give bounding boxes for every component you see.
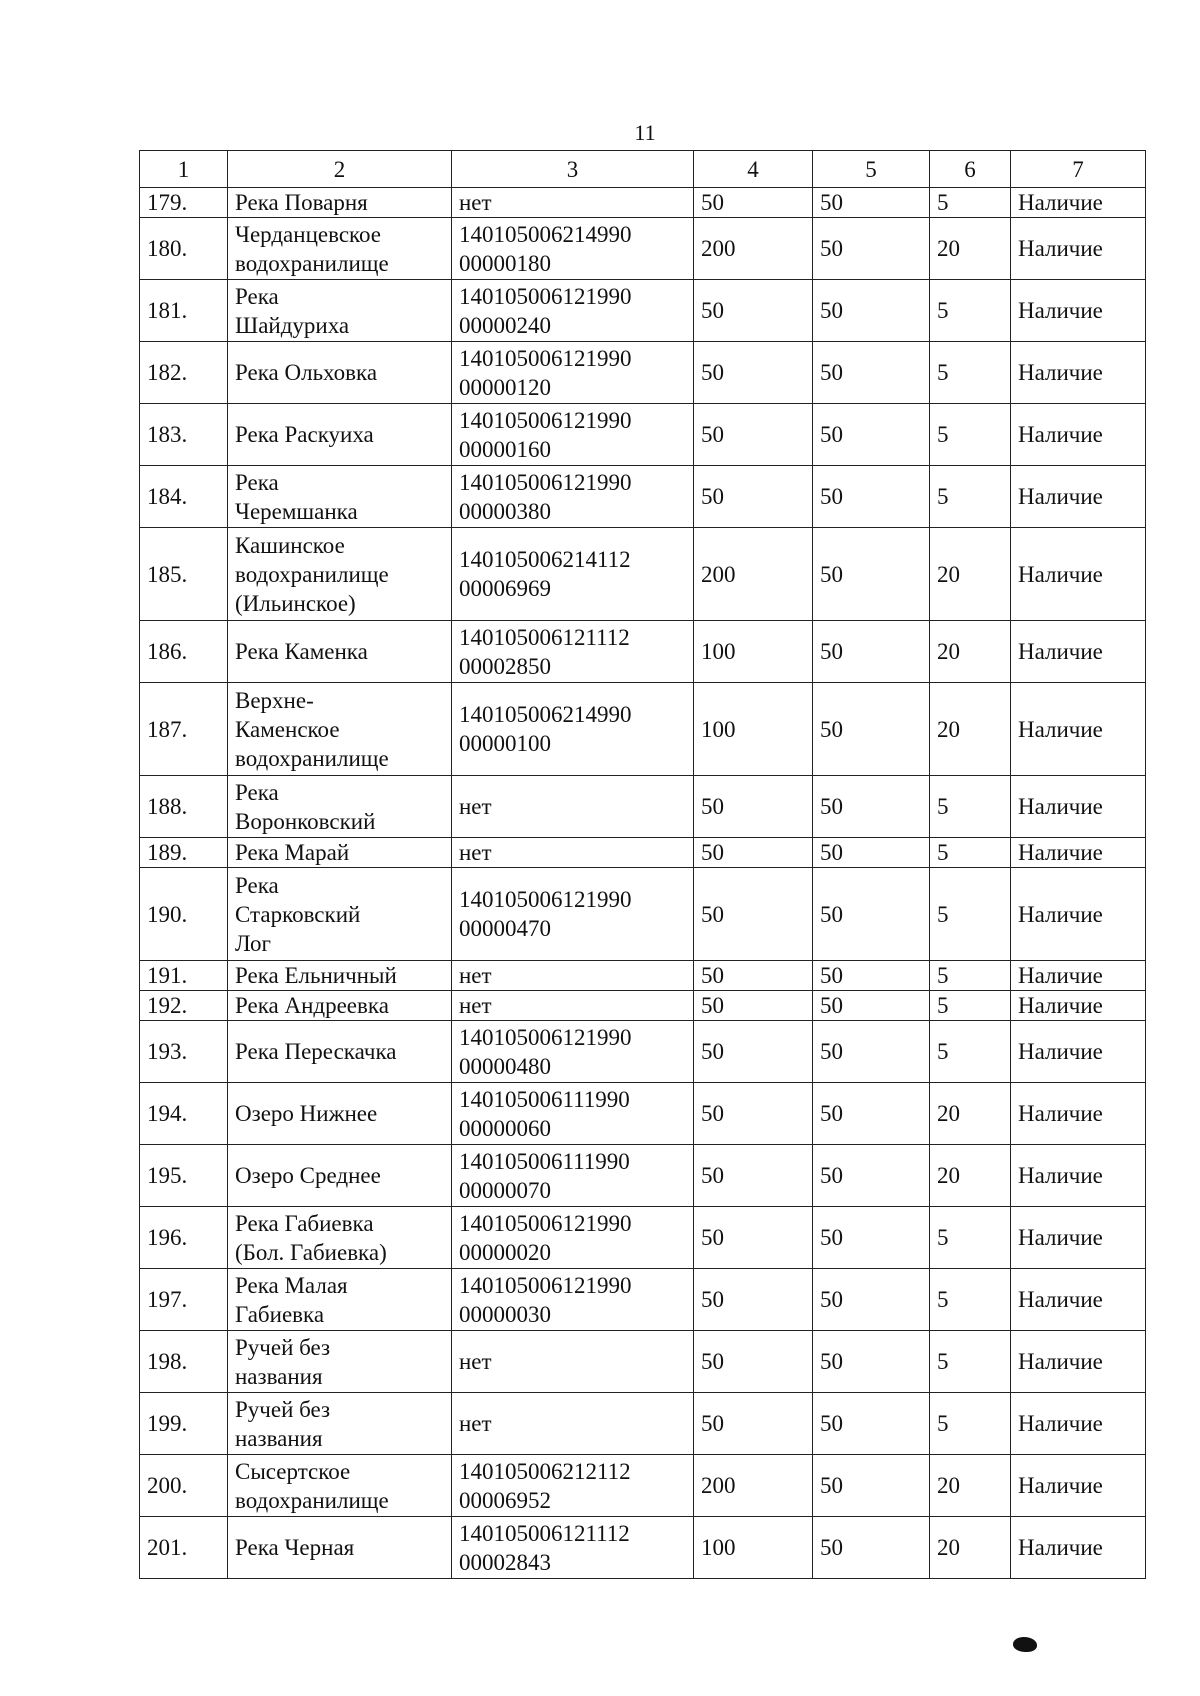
table-row: [140, 991, 1146, 1021]
row-name: Река Ельничный: [228, 961, 452, 991]
header-row: [140, 151, 1146, 188]
row-status: Наличие: [1011, 991, 1146, 1021]
row-status: Наличие: [1011, 776, 1146, 838]
row-number: 187.: [140, 683, 228, 776]
row-col-6: 5: [930, 868, 1011, 961]
row-col-5: 50: [813, 1145, 930, 1207]
row-name: Озеро Среднее: [228, 1145, 452, 1207]
row-col-6: 5: [930, 776, 1011, 838]
row-number: 192.: [140, 991, 228, 1021]
row-col-6: 5: [930, 991, 1011, 1021]
row-code: нет: [452, 961, 694, 991]
row-number: 186.: [140, 621, 228, 683]
header-col-6: 6: [930, 151, 1011, 188]
row-col-5: 50: [813, 961, 930, 991]
row-col-6: 20: [930, 1455, 1011, 1517]
table-row: [140, 1331, 1146, 1393]
table-row: [140, 1021, 1146, 1083]
row-code: нет: [452, 1331, 694, 1393]
row-code: 140105006121990 00000120: [452, 342, 694, 404]
row-name: Сысертское водохранилище: [228, 1455, 452, 1517]
row-name: Река Габиевка (Бол. Габиевка): [228, 1207, 452, 1269]
row-col-5: 50: [813, 776, 930, 838]
row-code: нет: [452, 991, 694, 1021]
table-row: [140, 838, 1146, 868]
row-col-4: 50: [694, 466, 813, 528]
row-name: Река Поварня: [228, 188, 452, 218]
row-col-4: 50: [694, 404, 813, 466]
row-col-4: 50: [694, 1145, 813, 1207]
row-name: Река Раскуиха: [228, 404, 452, 466]
row-code: 140105006111990 00000060: [452, 1083, 694, 1145]
row-number: 201.: [140, 1517, 228, 1579]
table-row: [140, 1393, 1146, 1455]
table-row: [140, 280, 1146, 342]
table-row: [140, 404, 1146, 466]
row-col-5: 50: [813, 280, 930, 342]
header-col-2: 2: [228, 151, 452, 188]
row-number: 195.: [140, 1145, 228, 1207]
row-name: Река Каменка: [228, 621, 452, 683]
row-col-6: 20: [930, 528, 1011, 621]
row-number: 200.: [140, 1455, 228, 1517]
row-name: Ручей без названия: [228, 1393, 452, 1455]
table-row: [140, 342, 1146, 404]
row-code: 140105006121990 00000160: [452, 404, 694, 466]
row-status: Наличие: [1011, 838, 1146, 868]
row-number: 180.: [140, 218, 228, 280]
row-number: 190.: [140, 868, 228, 961]
row-status: Наличие: [1011, 342, 1146, 404]
row-status: Наличие: [1011, 466, 1146, 528]
row-col-5: 50: [813, 683, 930, 776]
row-col-4: 50: [694, 1207, 813, 1269]
table-row: [140, 961, 1146, 991]
row-col-5: 50: [813, 528, 930, 621]
row-col-6: 5: [930, 1021, 1011, 1083]
row-name: Река Старковский Лог: [228, 868, 452, 961]
table-row: [140, 683, 1146, 776]
row-col-5: 50: [813, 991, 930, 1021]
row-number: 198.: [140, 1331, 228, 1393]
row-status: Наличие: [1011, 188, 1146, 218]
row-col-5: 50: [813, 1269, 930, 1331]
table-row: [140, 188, 1146, 218]
row-name: Река Марай: [228, 838, 452, 868]
row-code: 140105006121112 00002850: [452, 621, 694, 683]
row-name: Ручей без названия: [228, 1331, 452, 1393]
row-col-5: 50: [813, 1517, 930, 1579]
row-col-6: 5: [930, 342, 1011, 404]
row-code: нет: [452, 838, 694, 868]
row-name: Река Черная: [228, 1517, 452, 1579]
row-number: 179.: [140, 188, 228, 218]
row-name: Черданцевское водохранилище: [228, 218, 452, 280]
row-number: 189.: [140, 838, 228, 868]
header-col-3: 3: [452, 151, 694, 188]
row-col-5: 50: [813, 1331, 930, 1393]
table-row: [140, 776, 1146, 838]
row-name: Озеро Нижнее: [228, 1083, 452, 1145]
table-row: [140, 466, 1146, 528]
row-col-4: 50: [694, 1269, 813, 1331]
row-col-4: 50: [694, 1021, 813, 1083]
row-col-4: 50: [694, 1331, 813, 1393]
row-status: Наличие: [1011, 1455, 1146, 1517]
row-status: Наличие: [1011, 280, 1146, 342]
row-col-4: 100: [694, 683, 813, 776]
row-col-4: 50: [694, 868, 813, 961]
row-name: Река Шайдуриха: [228, 280, 452, 342]
row-col-4: 200: [694, 528, 813, 621]
row-code: 140105006214990 00000180: [452, 218, 694, 280]
row-code: 140105006121990 00000020: [452, 1207, 694, 1269]
row-col-4: 50: [694, 342, 813, 404]
table-body: [140, 188, 1146, 1579]
row-code: 140105006121990 00000240: [452, 280, 694, 342]
row-col-5: 50: [813, 838, 930, 868]
row-number: 188.: [140, 776, 228, 838]
row-code: 140105006214990 00000100: [452, 683, 694, 776]
row-col-6: 5: [930, 466, 1011, 528]
row-status: Наличие: [1011, 868, 1146, 961]
row-col-6: 5: [930, 404, 1011, 466]
row-number: 183.: [140, 404, 228, 466]
row-col-4: 50: [694, 838, 813, 868]
row-status: Наличие: [1011, 961, 1146, 991]
row-code: нет: [452, 1393, 694, 1455]
table-row: [140, 528, 1146, 621]
row-status: Наличие: [1011, 1083, 1146, 1145]
row-number: 199.: [140, 1393, 228, 1455]
row-col-6: 20: [930, 683, 1011, 776]
row-col-5: 50: [813, 218, 930, 280]
row-name: Река Воронковский: [228, 776, 452, 838]
row-name: Река Перескачка: [228, 1021, 452, 1083]
row-code: 140105006214112 00006969: [452, 528, 694, 621]
table-row: [140, 1145, 1146, 1207]
row-status: Наличие: [1011, 1331, 1146, 1393]
header-col-1: 1: [140, 151, 228, 188]
row-col-6: 20: [930, 621, 1011, 683]
row-code: нет: [452, 776, 694, 838]
table-row: [140, 868, 1146, 961]
row-name: Верхне- Каменское водохранилище: [228, 683, 452, 776]
row-name: Кашинское водохранилище (Ильинское): [228, 528, 452, 621]
row-number: 191.: [140, 961, 228, 991]
row-status: Наличие: [1011, 1207, 1146, 1269]
header-col-4: 4: [694, 151, 813, 188]
row-name: Река Малая Габиевка: [228, 1269, 452, 1331]
row-col-4: 50: [694, 961, 813, 991]
header-col-7: 7: [1011, 151, 1146, 188]
row-col-4: 50: [694, 188, 813, 218]
table-row: [140, 1269, 1146, 1331]
row-number: 196.: [140, 1207, 228, 1269]
row-col-4: 200: [694, 1455, 813, 1517]
row-col-5: 50: [813, 1021, 930, 1083]
row-col-6: 20: [930, 218, 1011, 280]
row-col-6: 20: [930, 1145, 1011, 1207]
row-col-5: 50: [813, 1455, 930, 1517]
table-row: [140, 1455, 1146, 1517]
row-col-4: 100: [694, 621, 813, 683]
row-number: 185.: [140, 528, 228, 621]
row-status: Наличие: [1011, 1393, 1146, 1455]
row-status: Наличие: [1011, 218, 1146, 280]
row-status: Наличие: [1011, 621, 1146, 683]
row-status: Наличие: [1011, 683, 1146, 776]
row-status: Наличие: [1011, 1269, 1146, 1331]
row-status: Наличие: [1011, 1021, 1146, 1083]
row-col-5: 50: [813, 342, 930, 404]
row-col-6: 5: [930, 838, 1011, 868]
row-name: Река Ольховка: [228, 342, 452, 404]
row-code: 140105006121990 00000380: [452, 466, 694, 528]
row-col-5: 50: [813, 1393, 930, 1455]
row-col-5: 50: [813, 621, 930, 683]
row-col-5: 50: [813, 868, 930, 961]
table-row: [140, 1517, 1146, 1579]
table-row: [140, 1083, 1146, 1145]
row-col-6: 20: [930, 1083, 1011, 1145]
row-col-6: 5: [930, 1207, 1011, 1269]
row-col-6: 5: [930, 1331, 1011, 1393]
row-col-4: 50: [694, 1083, 813, 1145]
table-row: [140, 218, 1146, 280]
row-status: Наличие: [1011, 528, 1146, 621]
header-col-5: 5: [813, 151, 930, 188]
row-col-5: 50: [813, 1083, 930, 1145]
page-number: 11: [634, 120, 656, 145]
row-code: 140105006212112 00006952: [452, 1455, 694, 1517]
row-col-4: 50: [694, 1393, 813, 1455]
row-number: 194.: [140, 1083, 228, 1145]
row-code: 140105006121990 00000470: [452, 868, 694, 961]
row-number: 182.: [140, 342, 228, 404]
row-col-5: 50: [813, 188, 930, 218]
row-col-5: 50: [813, 1207, 930, 1269]
row-code: 140105006121990 00000480: [452, 1021, 694, 1083]
table-row: [140, 621, 1146, 683]
row-col-5: 50: [813, 404, 930, 466]
row-number: 193.: [140, 1021, 228, 1083]
row-col-5: 50: [813, 466, 930, 528]
row-status: Наличие: [1011, 1145, 1146, 1207]
row-col-4: 50: [694, 991, 813, 1021]
row-col-6: 5: [930, 961, 1011, 991]
row-code: нет: [452, 188, 694, 218]
row-code: 140105006121112 00002843: [452, 1517, 694, 1579]
row-number: 197.: [140, 1269, 228, 1331]
row-status: Наличие: [1011, 404, 1146, 466]
row-col-4: 50: [694, 280, 813, 342]
row-status: Наличие: [1011, 1517, 1146, 1579]
row-number: 184.: [140, 466, 228, 528]
row-col-6: 5: [930, 1269, 1011, 1331]
row-col-6: 5: [930, 188, 1011, 218]
row-col-6: 20: [930, 1517, 1011, 1579]
ink-smudge: [1013, 1637, 1037, 1652]
row-code: 140105006121990 00000030: [452, 1269, 694, 1331]
row-code: 140105006111990 00000070: [452, 1145, 694, 1207]
row-col-6: 5: [930, 280, 1011, 342]
row-name: Река Черемшанка: [228, 466, 452, 528]
row-col-6: 5: [930, 1393, 1011, 1455]
row-name: Река Андреевка: [228, 991, 452, 1021]
row-col-4: 50: [694, 776, 813, 838]
table-row: [140, 1207, 1146, 1269]
row-col-4: 200: [694, 218, 813, 280]
row-col-4: 100: [694, 1517, 813, 1579]
water-bodies-table: [139, 150, 1146, 1579]
row-number: 181.: [140, 280, 228, 342]
